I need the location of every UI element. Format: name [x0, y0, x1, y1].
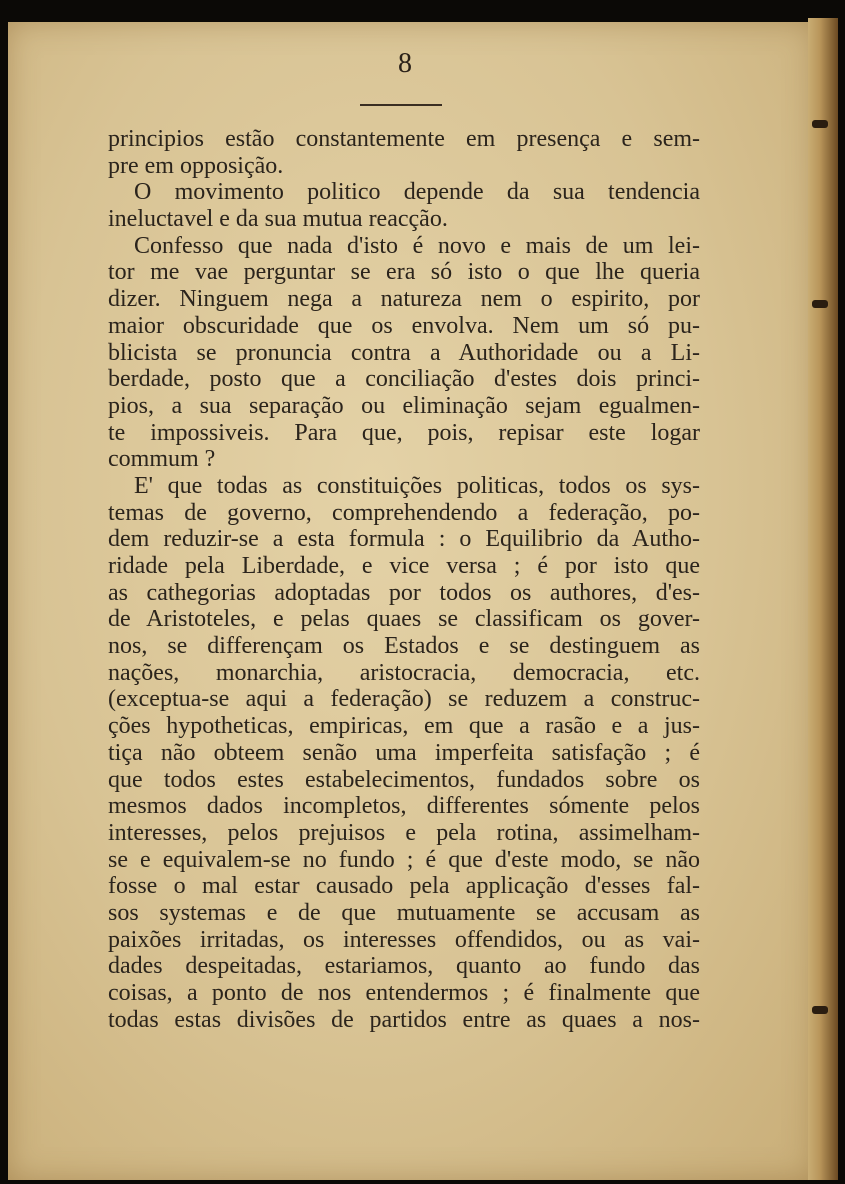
text-line: que todos estes estabelecimentos, fundados sobre os — [108, 766, 700, 793]
text-line: blicista se pronuncia contra a Authoridade ou a Li- — [108, 339, 700, 366]
body-text — [108, 126, 700, 1033]
binding-stitch — [812, 120, 828, 128]
text-line: dades despeitadas, estariamos, quanto ao fundo das — [108, 953, 700, 980]
text-line: dem reduzir-se a esta formula : o Equilibrio da Autho- — [108, 526, 700, 553]
text-line: Confesso que nada d'isto é novo e mais de um lei- — [134, 232, 700, 259]
text-line: dizer. Ninguem nega a natureza nem o espirito, por — [108, 286, 700, 313]
text-line: paixões irritadas, os interesses offendidos, ou as vai- — [108, 926, 700, 953]
text-line: te impossiveis. Para que, pois, repisar este logar — [108, 419, 700, 446]
text-line: berdade, posto que a conciliação d'estes dois princi- — [108, 366, 700, 393]
text-line: fosse o mal estar causado pela applicação d'esses fal- — [108, 873, 700, 900]
text-line: se e equivalem-se no fundo ; é que d'este modo, se não — [108, 846, 700, 873]
binding-stitch — [812, 300, 828, 308]
text-line: pios, a sua separação ou eliminação sejam egualmen- — [108, 392, 700, 419]
text-line: de Aristoteles, e pelas quaes se classificam os gover- — [108, 606, 700, 633]
text-line: interesses, pelos prejuisos e pela rotina, assimelham- — [108, 819, 700, 846]
text-line: nações, monarchia, aristocracia, democracia, etc. — [108, 659, 700, 686]
text-line: temas de governo, comprehendendo a federação, po- — [108, 499, 700, 526]
text-line: tiça não obteem senão uma imperfeita satisfação ; é — [108, 739, 700, 766]
page-number: 8 — [398, 48, 412, 79]
text-line: sos systemas e de que mutuamente se accusam as — [108, 899, 700, 926]
text-line: todas estas divisões de partidos entre as quaes a nos- — [108, 1006, 700, 1033]
text-line: tor me vae perguntar se era só isto o que lhe queria — [108, 259, 700, 286]
text-line: ridade pela Liberdade, e vice versa ; é por isto que — [108, 553, 700, 579]
text-line: maior obscuridade que os envolva. Nem um só pu- — [108, 312, 700, 339]
binding-stitch — [812, 1006, 828, 1014]
text-line: ções hypotheticas, empiricas, em que a rasão e a jus- — [108, 713, 700, 740]
text-line: nos, se differençam os Estados e se destinguem as — [108, 633, 700, 660]
text-line: E' que todas as constituições politicas, todos os sys- — [134, 472, 700, 499]
text-line: coisas, a ponto de nos entendermos ; é finalmente que — [108, 980, 700, 1006]
text-line: commum ? — [108, 446, 216, 473]
page-number-rule — [360, 104, 442, 106]
text-line: (exceptua-se aqui a federação) se reduzem a construc- — [108, 686, 700, 713]
text-line: mesmos dados incompletos, differentes sómente pelos — [108, 793, 700, 820]
text-line: pre em opposição. — [108, 152, 284, 179]
text-line: as cathegorias adoptadas por todos os authores, d'es- — [108, 579, 700, 606]
text-line: principios estão constantemente em presença e sem- — [108, 126, 700, 152]
text-line: ineluctavel e da sua mutua reacção. — [108, 206, 448, 233]
text-line: O movimento politico depende da sua tendencia — [134, 179, 700, 206]
